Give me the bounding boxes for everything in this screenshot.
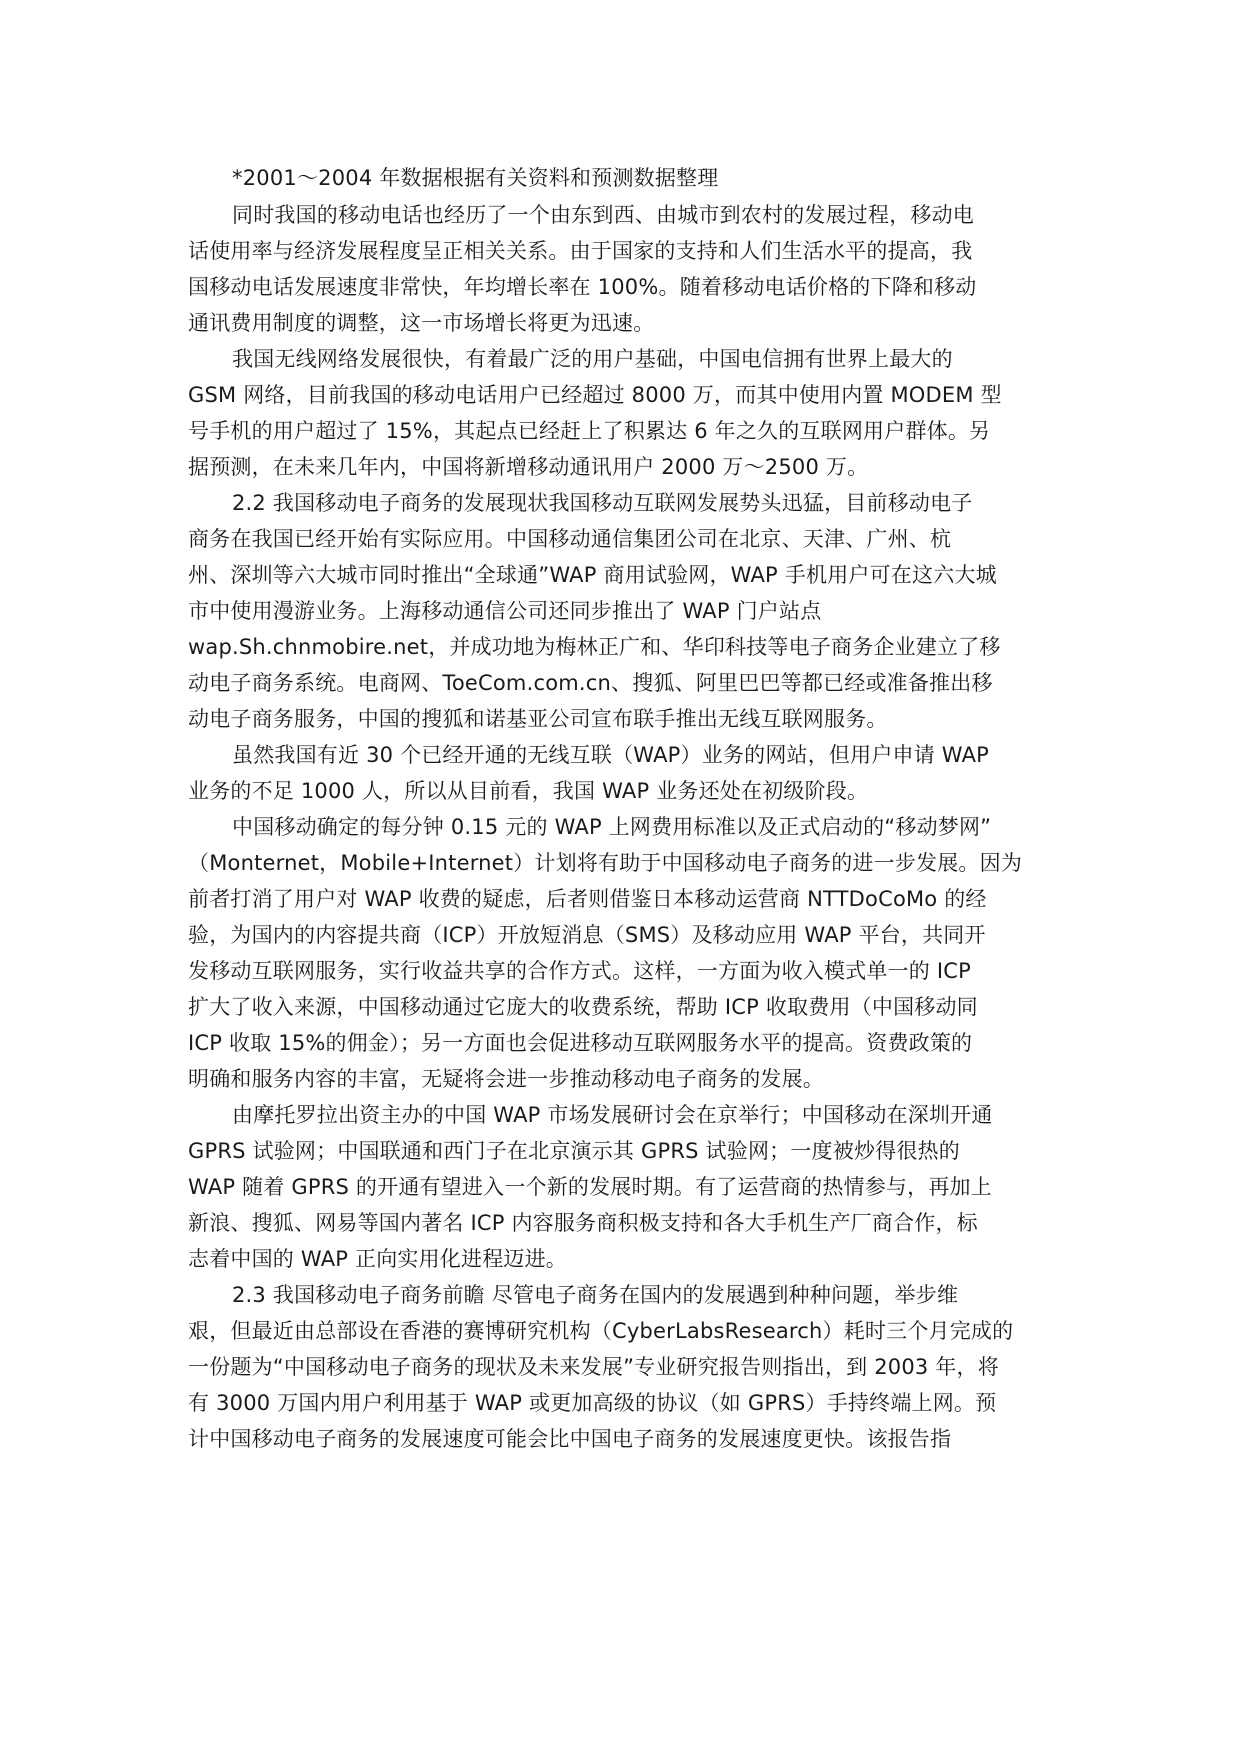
- text-line: 中国移动确定的每分钟 0.15 元的 WAP 上网费用标准以及正式启动的“移动梦网”: [232, 815, 992, 839]
- text-line: ICP 收取 15%的佣金）；另一方面也会促进移动互联网服务水平的提高。资费政策的: [188, 1031, 973, 1055]
- text-line: 国移动电话发展速度非常快，年均增长率在 100%。随着移动电话价格的下降和移动: [188, 275, 977, 299]
- text-line: 市中使用漫游业务。上海移动通信公司还同步推出了 WAP 门户站点: [188, 599, 822, 623]
- text-line: WAP 随着 GPRS 的开通有望进入一个新的发展时期。有了运营商的热情参与，再加上: [188, 1175, 992, 1199]
- text-line: 发移动互联网服务，实行收益共享的合作方式。这样，一方面为收入模式单一的 ICP: [188, 959, 971, 983]
- text-line: wap.Sh.chnmobire.net，并成功地为梅林正广和、华印科技等电子商务企业建立了移: [188, 635, 1001, 659]
- text-line: 话使用率与经济发展程度呈正相关关系。由于国家的支持和人们生活水平的提高，我: [188, 239, 973, 263]
- text-line: 计中国移动电子商务的发展速度可能会比中国电子商务的发展速度更快。该报告指: [188, 1427, 952, 1451]
- section-heading-line: 2.3 我国移动电子商务前瞻 尽管电子商务在国内的发展遇到种种问题，举步维: [232, 1283, 959, 1307]
- text-line: 同时我国的移动电话也经历了一个由东到西、由城市到农村的发展过程，移动电: [232, 203, 974, 227]
- text-line: 由摩托罗拉出资主办的中国 WAP 市场发展研讨会在京举行；中国移动在深圳开通: [232, 1103, 993, 1127]
- text-line: GPRS 试验网；中国联通和西门子在北京演示其 GPRS 试验网；一度被炒得很热的: [188, 1139, 960, 1163]
- text-line: 新浪、搜狐、网易等国内著名 ICP 内容服务商积极支持和各大手机生产厂商合作，标: [188, 1211, 978, 1235]
- text-line: 商务在我国已经开始有实际应用。中国移动通信集团公司在北京、天津、广州、杭: [188, 527, 952, 551]
- text-line: 州、深圳等六大城市同时推出“全球通”WAP 商用试验网，WAP 手机用户可在这六大城: [188, 563, 997, 587]
- text-line: 有 3000 万国内用户利用基于 WAP 或更加高级的协议（如 GPRS）手持终端上网。预: [188, 1391, 997, 1415]
- text-line: 业务的不足 1000 人，所以从目前看，我国 WAP 业务还处在初级阶段。: [188, 779, 869, 803]
- text-line: GSM 网络，目前我国的移动电话用户已经超过 8000 万，而其中使用内置 MODEM 型: [188, 383, 1002, 407]
- section-heading-line: 2.2 我国移动电子商务的发展现状我国移动互联网发展势头迅猛，目前移动电子: [232, 491, 973, 515]
- note-line: *2001～2004 年数据根据有关资料和预测数据整理: [232, 166, 719, 190]
- text-line: 验，为国内的内容提共商（ICP）开放短消息（SMS）及移动应用 WAP 平台，共同开: [188, 923, 986, 947]
- text-line: 通讯费用制度的调整，这一市场增长将更为迅速。: [188, 311, 655, 335]
- text-line: 我国无线网络发展很快，有着最广泛的用户基础，中国电信拥有世界上最大的: [232, 347, 953, 371]
- text-line: 扩大了收入来源，中国移动通过它庞大的收费系统，帮助 ICP 收取费用（中国移动同: [188, 995, 978, 1019]
- text-line: 据预测，在未来几年内，中国将新增移动通讯用户 2000 万～2500 万。: [188, 455, 869, 479]
- text-line: 号手机的用户超过了 15%，其起点已经赶上了积累达 6 年之久的互联网用户群体。另: [188, 419, 991, 443]
- text-line: 一份题为“中国移动电子商务的现状及未来发展”专业研究报告则指出，到 2003 年，将: [188, 1355, 999, 1379]
- text-line: 志着中国的 WAP 正向实用化进程迈进。: [188, 1247, 567, 1271]
- text-line: 明确和服务内容的丰富，无疑将会进一步推动移动电子商务的发展。: [188, 1067, 824, 1091]
- text-line: 前者打消了用户对 WAP 收费的疑虑，后者则借鉴日本移动运营商 NTTDoCoMo 的经: [188, 887, 987, 911]
- text-line: 动电子商务系统。电商网、ToeCom.com.cn、搜狐、阿里巴巴等都已经或准备推出移: [188, 671, 993, 695]
- text-line: （Monternet，Mobile+Internet）计划将有助于中国移动电子商务的进一步发展。因为: [188, 851, 1023, 875]
- text-line: 虽然我国有近 30 个已经开通的无线互联（WAP）业务的网站，但用户申请 WAP: [232, 743, 990, 767]
- text-line: 动电子商务服务，中国的搜狐和诺基亚公司宣布联手推出无线互联网服务。: [188, 707, 888, 731]
- text-line: 艰，但最近由总部设在香港的赛博研究机构（CyberLabsResearch）耗时三个月完成的: [188, 1319, 1014, 1343]
